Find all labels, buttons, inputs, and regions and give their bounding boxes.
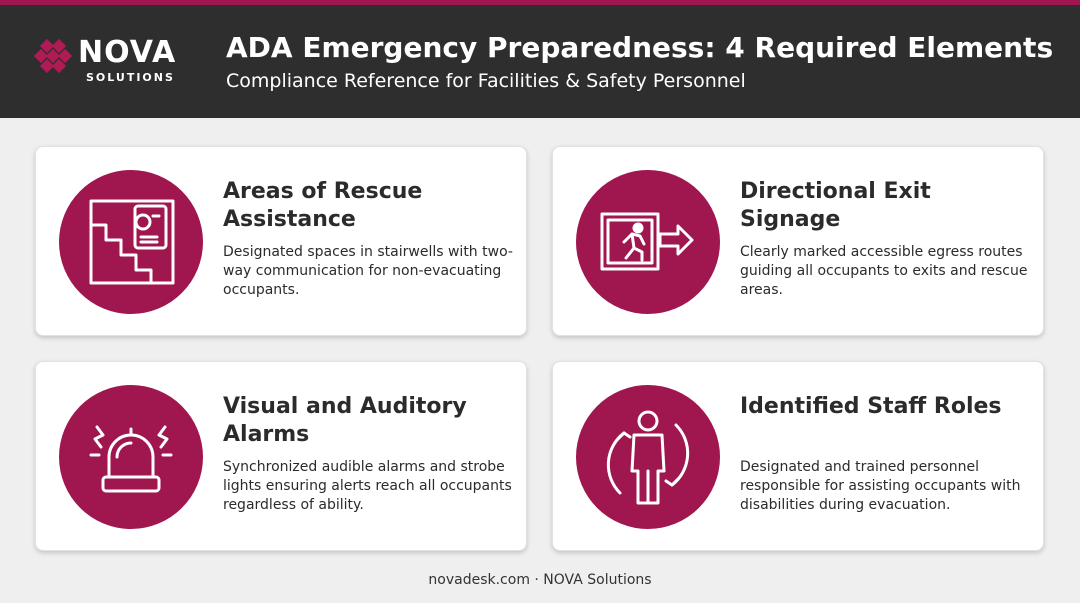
card-icon-circle — [576, 385, 720, 529]
card-icon-circle — [59, 170, 203, 314]
card-title: Identified Staff Roles — [740, 394, 1002, 419]
logo-wordmark: NOVA — [78, 35, 177, 70]
card-description: Designated and trained personnel responsible for assisting occupants with disabilities during evacuation. — [740, 459, 1021, 513]
nova-logo-mark-icon — [34, 35, 78, 79]
card-description: Designated spaces in stairwells with two-way communication for non-evacuating occupants. — [223, 244, 513, 298]
card-title: Visual and Auditory Alarms — [223, 394, 467, 447]
card-visual-auditory-alarms — [35, 361, 527, 551]
logo-subtext: SOLUTIONS — [86, 71, 175, 84]
page-subtitle: Compliance Reference for Facilities & Safety Personnel — [226, 70, 746, 92]
alarm-bell-icon — [59, 385, 203, 529]
page-title: ADA Emergency Preparedness: 4 Required Elements — [226, 31, 1054, 64]
card-icon-circle — [576, 170, 720, 314]
staff-person-icon — [576, 385, 720, 529]
footer-credit: novadesk.com · NOVA Solutions — [428, 572, 652, 588]
card-icon-circle — [59, 385, 203, 529]
card-directional-exit-signage — [552, 146, 1044, 336]
stairwell-phone-icon — [59, 170, 203, 314]
header-banner — [0, 5, 1080, 118]
card-areas-of-rescue — [35, 146, 527, 336]
card-title: Areas of Rescue Assistance — [223, 179, 423, 232]
card-description: Synchronized audible alarms and strobe lights ensuring alerts reach all occupants regardless of ability. — [223, 459, 512, 513]
card-identified-staff-roles — [552, 361, 1044, 551]
exit-sign-icon — [576, 170, 720, 314]
nova-logo — [34, 35, 204, 95]
card-description: Clearly marked accessible egress routes guiding all occupants to exits and rescue areas. — [740, 244, 1028, 298]
card-title: Directional Exit Signage — [740, 179, 931, 232]
